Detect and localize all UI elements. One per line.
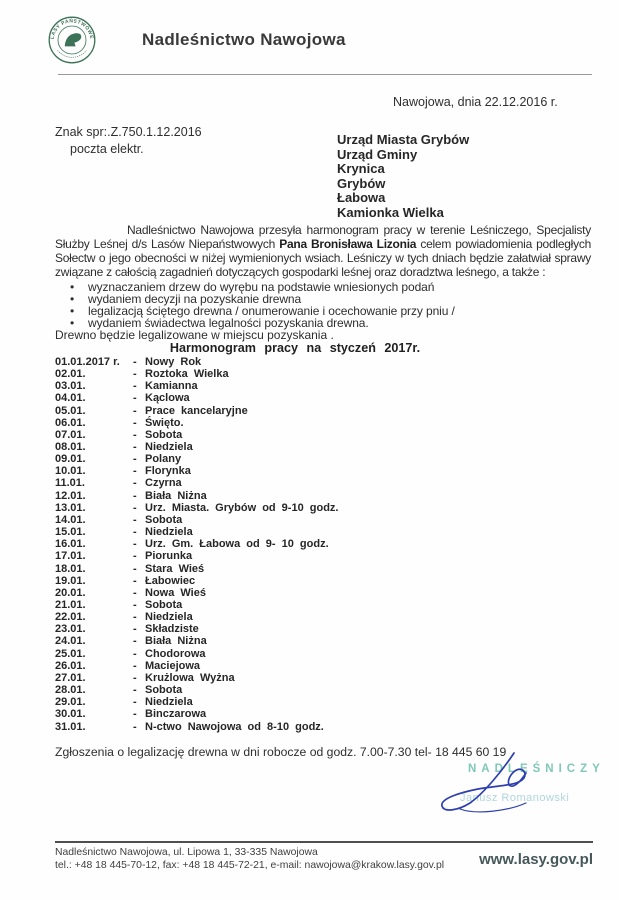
handwritten-signature <box>426 749 576 834</box>
schedule-row <box>55 599 619 611</box>
recipient: Grybów <box>337 175 386 191</box>
schedule-dash: - <box>133 720 137 733</box>
schedule-location: Binczarowa <box>145 708 207 721</box>
schedule-row <box>55 392 619 404</box>
website-text: www.lasy.gov.pl <box>479 851 593 869</box>
schedule-location: Nowa Wieś <box>145 586 206 599</box>
schedule-dash: - <box>133 562 137 575</box>
letterhead <box>0 0 619 64</box>
contact-note: Zgłoszenia o legalizację drewna w dni robocze od godz. 7.00-7.30 tel- 18 445 60 19 <box>55 744 507 759</box>
schedule-location: Stara Wieś <box>145 562 205 575</box>
schedule-dash: - <box>133 574 137 587</box>
schedule-dash: - <box>133 489 137 502</box>
schedule-location: Święto. <box>145 416 184 429</box>
schedule-row <box>55 635 619 647</box>
header-divider <box>58 74 592 75</box>
schedule-dash: - <box>133 368 137 381</box>
schedule-row <box>55 721 619 733</box>
schedule-location: Składziste <box>145 623 199 636</box>
schedule-location: Krużlowa Wyżna <box>145 671 235 684</box>
schedule-row <box>55 563 619 575</box>
schedule-date: 24.01. <box>55 635 86 648</box>
duties-list <box>0 281 619 329</box>
schedule-dash: - <box>133 684 137 697</box>
schedule-row <box>55 477 619 489</box>
schedule-date: 19.01. <box>55 574 86 587</box>
intro-paragraph <box>55 223 591 280</box>
schedule-row <box>55 380 619 392</box>
legalization-note: Drewno będzie legalizowane w miejscu pozyskania . <box>55 328 334 343</box>
footer-contacts: tel.: +48 18 445-70-12, fax: +48 18 445-72-21, e-mail: nawojowa@krakow.lasy.gov.pl <box>55 859 445 871</box>
schedule-location: Biała Niżna <box>145 489 207 502</box>
schedule-date: 01.01.2017 r. <box>55 355 120 368</box>
schedule-dash: - <box>133 404 137 417</box>
schedule-title: Harmonogram pracy na styczeń 2017r. <box>169 340 421 355</box>
intro-text-2: celem powiadomienia podległych Sołectw o jego obecności w niżej wymienionych wsiach. Leśniczy w tych dniach będzie załatwiał sprawy związane z całością zagadnień dotyczących gospodarki leśnej oraz doradztwa leśnego, a także : <box>55 236 591 280</box>
schedule-row <box>55 356 619 368</box>
schedule-location: Sobota <box>145 428 183 441</box>
schedule-date: 20.01. <box>55 586 86 599</box>
schedule-date: 16.01. <box>55 538 86 551</box>
schedule-row <box>55 453 619 465</box>
schedule-row <box>55 660 619 672</box>
duty-item: • wyznaczaniem drzew do wyrębu na podstawie wniesionych podań <box>0 281 619 293</box>
address-row <box>0 125 619 221</box>
duty-item: • legalizacją ściętego drewna / onumerowanie i ocechowanie przy pniu / <box>0 305 619 317</box>
recipient: Urząd Miasta Grybów <box>337 132 470 147</box>
duty-item: • wydaniem decyzji na pozyskanie drewna <box>0 293 619 305</box>
schedule-date: 26.01. <box>55 659 86 672</box>
schedule-dash: - <box>133 599 137 611</box>
schedule-dash: - <box>133 659 137 672</box>
schedule-dash: - <box>133 623 137 636</box>
schedule-row <box>55 623 619 635</box>
schedule-dash: - <box>133 635 137 648</box>
schedule-row <box>55 684 619 696</box>
schedule-dash: - <box>133 526 137 539</box>
schedule-location: Sobota <box>145 684 183 697</box>
schedule-row <box>55 405 619 417</box>
schedule-date: 30.01. <box>55 708 86 721</box>
schedule-dash: - <box>133 477 137 490</box>
lasy-panstwowe-logo-icon <box>48 16 96 64</box>
duty-item: • wydaniem świadectwa legalności pozyskania drewna. <box>0 317 619 329</box>
schedule-dash: - <box>133 355 137 368</box>
schedule-location: Piorunka <box>145 550 193 563</box>
schedule-location: Chodorowa <box>145 647 206 660</box>
schedule-date: 21.01. <box>55 599 86 611</box>
recipient: Kamionka Wielka <box>337 204 444 220</box>
schedule-location: N-ctwo Nawojowa od 8-10 godz. <box>145 720 324 733</box>
footer-address: Nadleśnictwo Nawojowa, ul. Lipowa 1, 33-335 Nawojowa <box>55 847 318 858</box>
schedule-row <box>55 672 619 684</box>
schedule-dash: - <box>133 501 137 514</box>
schedule-location: Biała Niżna <box>145 635 207 648</box>
forester-name: Pana Bronisława Lizonia <box>279 236 417 251</box>
recipients-list <box>337 133 469 221</box>
schedule-date: 22.01. <box>55 611 86 624</box>
schedule-location: Czyrna <box>145 477 182 490</box>
schedule-row <box>55 648 619 660</box>
schedule-date: 28.01. <box>55 684 86 697</box>
delivery-method: poczta elektr. <box>70 142 144 156</box>
schedule-dash: - <box>133 671 137 684</box>
schedule-dash: - <box>133 647 137 660</box>
schedule-dash: - <box>133 550 137 563</box>
schedule-date: 13.01. <box>55 501 86 514</box>
schedule-date: 11.01. <box>55 477 85 490</box>
schedule-dash: - <box>133 453 137 466</box>
recipient: Łabowa <box>337 190 386 206</box>
schedule-date: 02.01. <box>55 368 86 381</box>
schedule-date: 04.01. <box>55 392 86 405</box>
schedule-row <box>55 514 619 526</box>
recipient: Urząd Gminy <box>337 146 418 162</box>
schedule-row <box>55 550 619 562</box>
page-footer <box>55 841 593 873</box>
schedule-row <box>55 696 619 708</box>
schedule-dash: - <box>133 428 137 441</box>
schedule-dash: - <box>133 611 137 624</box>
schedule-dash: - <box>133 392 137 405</box>
schedule-date: 10.01. <box>55 465 86 478</box>
schedule-row <box>55 611 619 623</box>
schedule-date: 08.01. <box>55 440 86 453</box>
schedule-date: 12.01. <box>55 489 86 502</box>
schedule-location: Florynka <box>145 465 191 478</box>
schedule-date: 14.01. <box>55 513 86 526</box>
schedule-location: Nowy Rok <box>145 355 202 368</box>
schedule-date: 29.01. <box>55 696 86 709</box>
schedule-date: 03.01. <box>55 380 86 393</box>
schedule-row <box>55 708 619 720</box>
schedule-date: 15.01. <box>55 526 86 539</box>
schedule-dash: - <box>133 538 137 551</box>
schedule-row <box>55 538 619 550</box>
schedule-dash: - <box>133 380 137 393</box>
schedule-location: Roztoka Wielka <box>145 368 229 381</box>
schedule-row <box>55 502 619 514</box>
schedule-location: Kąclowa <box>145 392 190 405</box>
schedule-location: Niedziela <box>145 611 193 624</box>
schedule-location: Łabowiec <box>145 574 196 587</box>
schedule-dash: - <box>133 696 137 709</box>
stamp-title: NADLEŚNICZY <box>468 763 605 775</box>
schedule-row <box>55 587 619 599</box>
schedule-dash: - <box>133 586 137 599</box>
schedule-date: 07.01. <box>55 428 86 441</box>
schedule-dash: - <box>133 416 137 429</box>
schedule-location: Sobota <box>145 513 183 526</box>
schedule-date: 09.01. <box>55 453 86 466</box>
schedule-row <box>55 429 619 441</box>
schedule-date: 06.01. <box>55 416 86 429</box>
schedule-location: Prace kancelaryjne <box>145 404 248 417</box>
org-name: Nadleśnictwo Nawojowa <box>142 30 346 49</box>
logo-ring-text: LASY PAŃSTWOWE <box>50 19 94 40</box>
schedule-row <box>55 490 619 502</box>
schedule-dash: - <box>133 708 137 721</box>
schedule-location: Sobota <box>145 599 183 611</box>
case-number: Znak spr:.Z.750.1.12.2016 <box>55 125 202 139</box>
schedule-row <box>55 441 619 453</box>
schedule-location: Niedziela <box>145 440 193 453</box>
date-line: Nawojowa, dnia 22.12.2016 r. <box>393 95 558 109</box>
schedule-row <box>55 526 619 538</box>
schedule-dash: - <box>133 513 137 526</box>
schedule-date: 18.01. <box>55 562 86 575</box>
schedule-location: Urz. Miasta. Grybów od 9-10 godz. <box>145 501 339 514</box>
schedule-date: 31.01. <box>55 720 86 733</box>
schedule-date: 23.01. <box>55 623 86 636</box>
schedule-date: 05.01. <box>55 404 86 417</box>
schedule-row <box>55 465 619 477</box>
schedule-row <box>55 417 619 429</box>
schedule-date: 25.01. <box>55 647 86 660</box>
schedule-date: 17.01. <box>55 550 86 563</box>
schedule-location: Maciejowa <box>145 659 201 672</box>
schedule-row <box>55 368 619 380</box>
reference-block <box>55 125 281 221</box>
schedule-location: Kamianna <box>145 380 198 393</box>
recipient: Krynica <box>337 161 385 177</box>
footer-info <box>55 847 444 873</box>
intro-text-1: Nadleśnictwo Nawojowa przesyła harmonogram pracy w terenie Leśniczego, Specjalisty Służby Leśnej d/s Lasów Niepaństwowych <box>55 222 591 251</box>
stamp-name: Janusz Romanowski <box>460 792 570 804</box>
schedule-dash: - <box>133 465 137 478</box>
schedule-dash: - <box>133 440 137 453</box>
schedule-location: Niedziela <box>145 526 193 539</box>
schedule-location: Urz. Gm. Łabowa od 9- 10 godz. <box>145 538 329 551</box>
schedule-date: 27.01. <box>55 671 86 684</box>
schedule-row <box>55 575 619 587</box>
schedule-list <box>55 356 619 733</box>
signature-block <box>448 763 618 804</box>
schedule-location: Niedziela <box>145 696 193 709</box>
schedule-location: Polany <box>145 453 182 466</box>
